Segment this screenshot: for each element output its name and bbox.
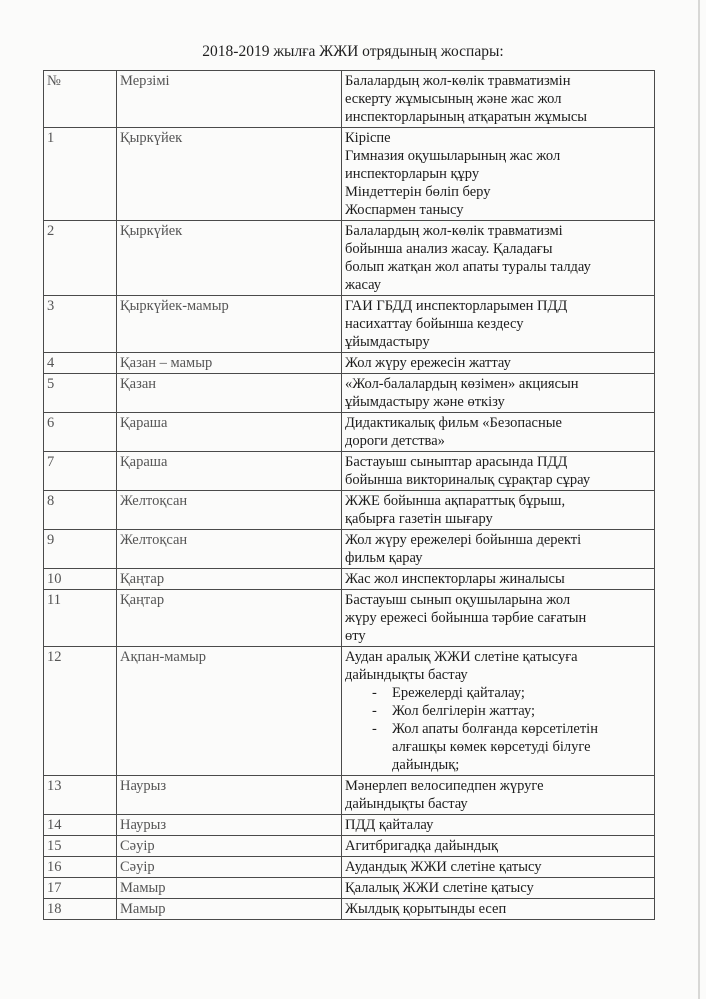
activity-line: Міндеттерін бөліп беру [345,184,491,200]
activity-line: Жас жол инспекторлары жиналысы [345,571,565,587]
row-term: Қаңтар [117,590,342,647]
activity-line: ұйымдастыру [345,334,430,350]
row-number: 7 [44,452,117,491]
activity-line: Балалардың жол-көлік травматизмі [345,223,563,239]
table-row [44,899,655,920]
row-number: 18 [44,899,117,920]
activity-line: дайындықты бастау [345,796,468,812]
activity-line: инспекторларын құру [345,166,480,182]
activity-line: Қалалық ЖЖИ слетіне қатысу [345,880,534,896]
row-term: Қыркүйек-мамыр [117,296,342,353]
row-number: 13 [44,776,117,815]
activity-line: Кіріспе [345,130,391,146]
table-row [44,569,655,590]
row-number: 1 [44,128,117,221]
activity-line: Агитбригадқа дайындық [345,838,499,854]
row-number: 3 [44,296,117,353]
row-term: Желтоқсан [117,491,342,530]
row-number: 16 [44,857,117,878]
header-term: Мерзімі [117,71,342,128]
table-row [44,353,655,374]
activity-line: Мәнерлеп велосипедпен жүруге [345,778,544,794]
row-activity [342,491,655,530]
table-row [44,374,655,413]
row-number: 5 [44,374,117,413]
header-num: № [44,71,117,128]
activity-line: өту [345,628,366,644]
activity-subitem: - Жол апаты болғанда көрсетілетін алғашқы көмек көрсетуді білуге дайындық; [372,720,652,774]
row-activity [342,590,655,647]
activity-subitems [345,684,652,774]
activity-line: ұйымдастыру және өткізу [345,394,505,410]
row-term: Қыркүйек [117,221,342,296]
activity-line: жүру ережесі бойынша тәрбие сағатын [345,610,587,626]
table-row [44,647,655,776]
activity-line: Жылдық қорытынды есеп [345,901,507,917]
activity-line: Дидактикалық фильм «Безопасные [345,415,562,431]
row-number: 11 [44,590,117,647]
activity-line: бойынша анализ жасау. Қаладағы [345,241,553,257]
activity-line: болып жатқан жол апаты туралы талдау [345,259,591,275]
page-title: 2018-2019 жылға ЖЖИ отрядының жоспары: [202,43,504,60]
row-number: 9 [44,530,117,569]
activity-line: ГАИ ГБДД инспекторларымен ПДД [345,298,568,314]
table-row [44,836,655,857]
row-number: 8 [44,491,117,530]
row-term: Мамыр [117,878,342,899]
activity-line: Аудандық ЖЖИ слетіне қатысу [345,859,542,875]
row-activity [342,857,655,878]
activity-line: Аудан аралық ЖЖИ слетіне қатысуға [345,649,578,665]
row-activity [342,296,655,353]
activity-line: дайындықты бастау [345,667,468,683]
row-term: Қараша [117,413,342,452]
row-term: Қаңтар [117,569,342,590]
row-term: Наурыз [117,776,342,815]
table-row [44,815,655,836]
table-row [44,221,655,296]
row-term: Қыркүйек [117,128,342,221]
table-row [44,413,655,452]
activity-line: дороги детства» [345,433,445,449]
row-number: 15 [44,836,117,857]
activity-line: Жол жүру ережесін жаттау [345,355,511,371]
row-term: Сәуір [117,857,342,878]
row-activity [342,776,655,815]
row-term: Қазан – мамыр [117,353,342,374]
activity-line: фильм қарау [345,550,423,566]
row-activity [342,569,655,590]
activity-line: Жоспармен танысу [345,202,464,218]
row-number: 10 [44,569,117,590]
activity-line: насихаттау бойынша кездесу [345,316,524,332]
table-row [44,491,655,530]
activity-line: қабырға газетін шығару [345,511,493,527]
activity-line: Бастауыш сыныптар арасында ПДД [345,454,568,470]
activity-line: «Жол-балалардың көзімен» акциясын [345,376,579,392]
row-activity [342,815,655,836]
row-term: Қазан [117,374,342,413]
table-row [44,530,655,569]
row-number: 14 [44,815,117,836]
row-activity [342,413,655,452]
row-activity [342,878,655,899]
row-activity [342,128,655,221]
table-row [44,590,655,647]
row-activity [342,647,655,776]
activity-line: ЖЖЕ бойынша ақпараттық бұрыш, [345,493,566,509]
row-number: 4 [44,353,117,374]
activity-line: ПДД қайталау [345,817,434,833]
row-activity [342,836,655,857]
row-number: 2 [44,221,117,296]
row-activity [342,374,655,413]
activity-line: жасау [345,277,382,293]
activity-subitem: - Жол белгілерін жаттау; [372,702,652,720]
row-activity [342,452,655,491]
activity-line: Жол жүру ережелері бойынша деректі [345,532,582,548]
row-number: 17 [44,878,117,899]
table-header-row [44,71,655,128]
header-work-line: ескерту жұмысының және жас жол [345,91,562,107]
row-term: Желтоқсан [117,530,342,569]
row-term: Қараша [117,452,342,491]
table-row [44,776,655,815]
activity-line: Бастауыш сынып оқушыларына жол [345,592,571,608]
row-activity [342,221,655,296]
table-row [44,128,655,221]
plan-table-body [44,71,655,920]
page-edge-shadow [698,0,700,999]
row-activity [342,899,655,920]
row-number: 6 [44,413,117,452]
row-term: Наурыз [117,815,342,836]
table-row [44,296,655,353]
row-term: Ақпан-мамыр [117,647,342,776]
table-row [44,878,655,899]
activity-line: Гимназия оқушыларының жас жол [345,148,561,164]
row-activity [342,530,655,569]
header-work-line: инспекторларының атқаратын жұмысы [345,109,588,125]
table-row [44,452,655,491]
header-work [342,71,655,128]
plan-table [43,70,655,920]
row-term: Сәуір [117,836,342,857]
activity-line: бойынша викториналық сұрақтар сұрау [345,472,591,488]
row-term: Мамыр [117,899,342,920]
table-row [44,857,655,878]
header-work-line: Балалардың жол-көлік травматизмін [345,73,571,89]
activity-subitem: - Ережелерді қайталау; [372,684,652,702]
row-activity [342,353,655,374]
row-number: 12 [44,647,117,776]
